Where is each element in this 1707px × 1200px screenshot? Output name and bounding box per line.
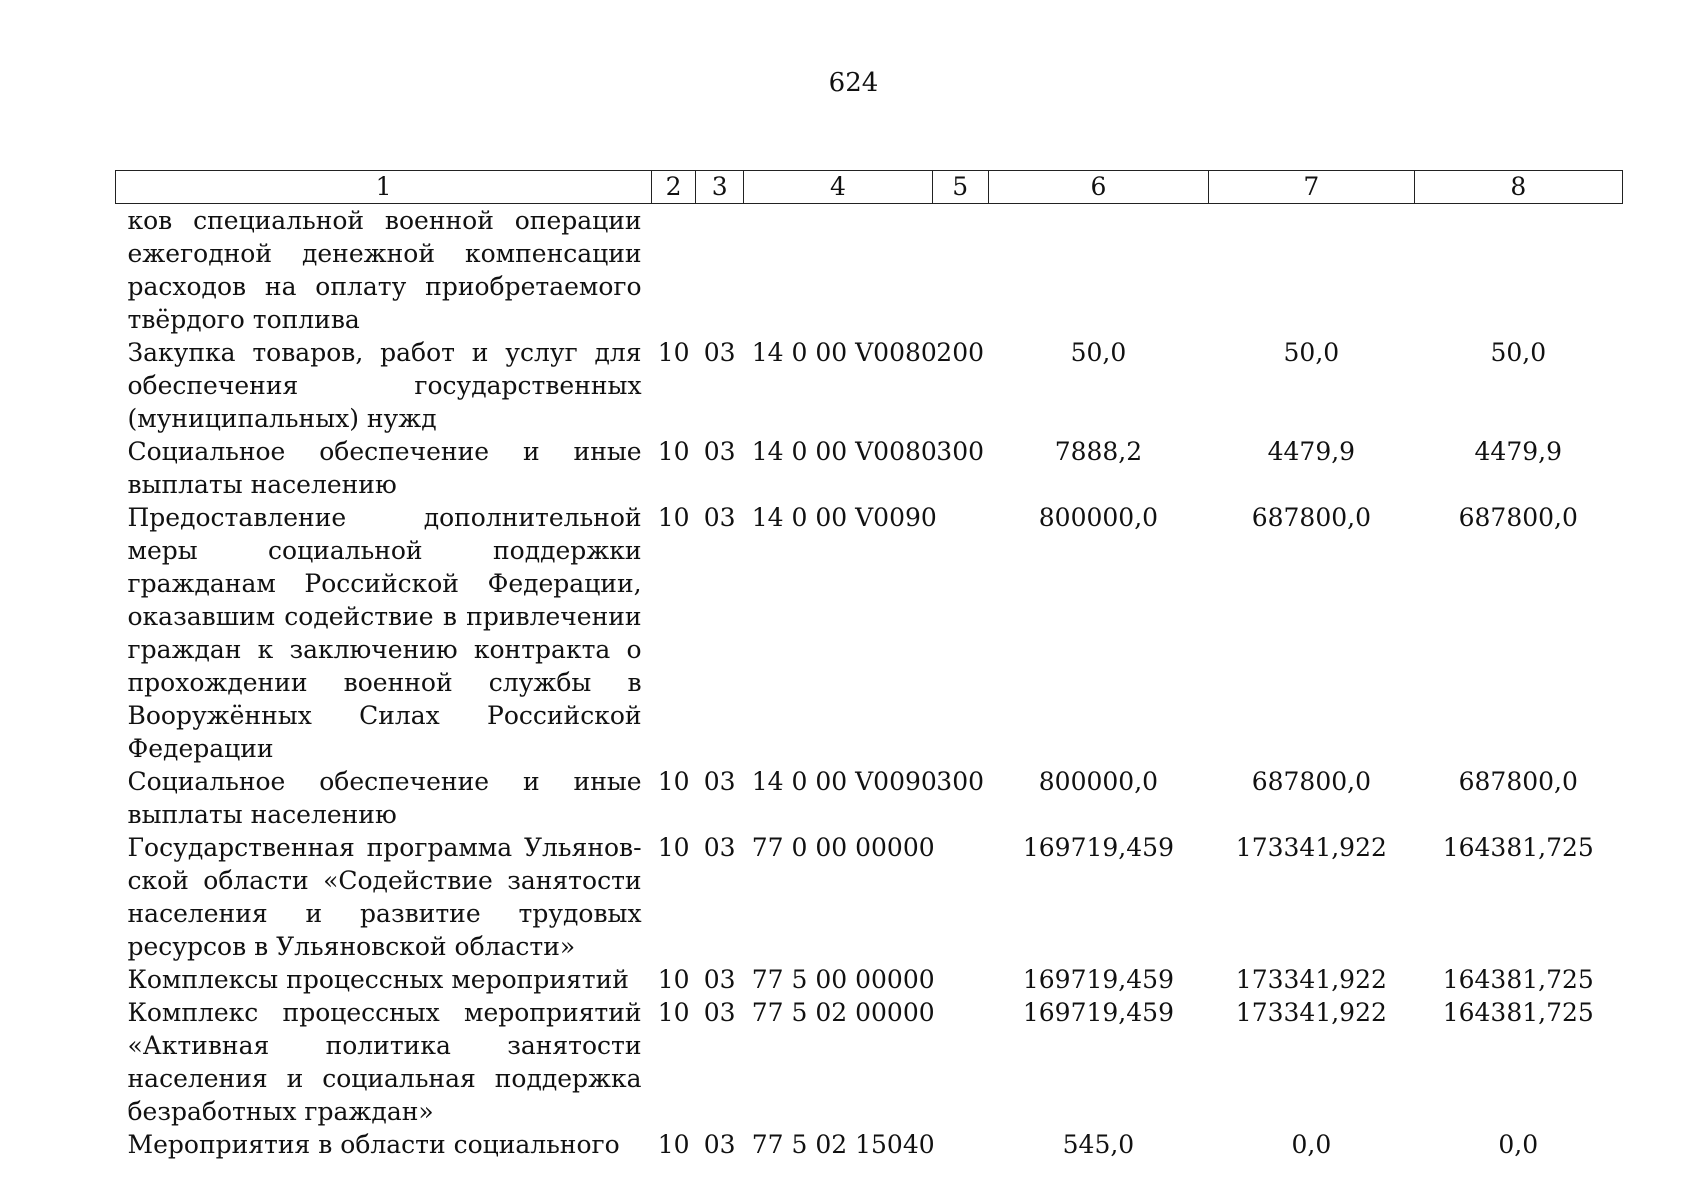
table-row: [116, 204, 1623, 337]
expense-type-code: 300: [936, 767, 985, 796]
section-code: 10: [657, 437, 690, 466]
table-row: [116, 831, 1623, 963]
column-header-1: 1: [116, 171, 652, 204]
amount-col-8: 50,0: [1490, 338, 1547, 367]
amount-col-7: 687800,0: [1251, 503, 1371, 532]
row-name: Комплекс процессных мероприятий «Активная политика занятости населения и социальная поддержка безработных граждан»: [127, 998, 642, 1126]
row-name: Социальное обеспечение и иные выплаты населению: [127, 767, 642, 829]
table-row: [116, 435, 1623, 501]
target-article-code: 77 5 00 00000: [751, 965, 935, 994]
subsection-code: 03: [703, 833, 736, 862]
amount-col-8: 687800,0: [1458, 767, 1578, 796]
section-code: 10: [657, 767, 690, 796]
row-name: Мероприятия в области социального: [127, 1130, 620, 1159]
amount-col-8: 164381,725: [1442, 965, 1594, 994]
expense-type-code: 200: [936, 338, 985, 367]
subsection-code: 03: [703, 503, 736, 532]
row-name: Социальное обеспечение и иные выплаты населению: [127, 437, 642, 499]
amount-col-6: [988, 204, 1208, 337]
table-row: [116, 765, 1623, 831]
column-header-5: 5: [932, 171, 988, 204]
expense-type-code: [932, 501, 988, 765]
expense-type-code: 300: [936, 437, 985, 466]
section-code: 10: [657, 503, 690, 532]
row-name: ков специальной военной операции ежегодной денежной компенсации расходов на оплату приобретаемого твёрдого топлива: [127, 206, 642, 334]
table-row: [116, 963, 1623, 996]
section-code: [652, 204, 696, 337]
amount-col-6: 7888,2: [1054, 437, 1143, 466]
section-code: 10: [657, 965, 690, 994]
target-article-code: 14 0 00 V0080: [751, 437, 937, 466]
section-code: 10: [657, 1130, 690, 1159]
page-number: 624: [828, 68, 879, 98]
amount-col-6: 800000,0: [1038, 767, 1159, 796]
amount-col-8: 687800,0: [1458, 503, 1578, 532]
row-name: Комплексы процессных мероприятий: [127, 965, 629, 994]
amount-col-7: 50,0: [1283, 338, 1340, 367]
amount-col-6: 50,0: [1070, 338, 1127, 367]
table-header-row: [116, 171, 1623, 204]
subsection-code: [696, 204, 744, 337]
amount-col-7: 687800,0: [1251, 767, 1371, 796]
subsection-code: 03: [703, 998, 736, 1027]
expense-type-code: [932, 204, 988, 337]
amount-col-7: 4479,9: [1267, 437, 1356, 466]
column-header-4: 4: [744, 171, 932, 204]
table-row: [116, 501, 1623, 765]
amount-col-7: 0,0: [1291, 1130, 1332, 1159]
expense-type-code: [932, 1128, 988, 1161]
amount-col-8: 164381,725: [1442, 833, 1594, 862]
subsection-code: 03: [703, 1130, 736, 1159]
subsection-code: 03: [703, 437, 736, 466]
section-code: 10: [657, 833, 690, 862]
budget-table: [115, 170, 1623, 1161]
target-article-code: 77 5 02 00000: [751, 998, 935, 1027]
column-header-3: 3: [696, 171, 744, 204]
table-row: [116, 1128, 1623, 1161]
column-header-8: 8: [1414, 171, 1622, 204]
amount-col-8: 4479,9: [1474, 437, 1563, 466]
subsection-code: 03: [703, 767, 736, 796]
amount-col-8: [1414, 204, 1622, 337]
section-code: 10: [657, 998, 690, 1027]
expense-type-code: [932, 831, 988, 963]
column-header-2: 2: [652, 171, 696, 204]
subsection-code: 03: [703, 338, 736, 367]
row-name: Государственная программа Ульяновской области «Содействие занятости населения и развитие трудовых ресурсов в Ульяновской области»: [127, 833, 642, 961]
amount-col-6: 169719,459: [1022, 965, 1174, 994]
column-header-6: 6: [988, 171, 1208, 204]
target-article-code: 77 5 02 15040: [751, 1130, 935, 1159]
amount-col-7: 173341,922: [1235, 833, 1387, 862]
amount-col-6: 545,0: [1062, 1130, 1135, 1159]
column-header-7: 7: [1209, 171, 1414, 204]
amount-col-6: 169719,459: [1022, 833, 1174, 862]
row-name: Закупка товаров, работ и услуг для обеспечения государственных (муниципальных) нужд: [127, 338, 642, 433]
expense-type-code: [932, 996, 988, 1128]
table-row: [116, 336, 1623, 435]
section-code: 10: [657, 338, 690, 367]
target-article-code: 14 0 00 V0090: [751, 503, 937, 532]
subsection-code: 03: [703, 965, 736, 994]
amount-col-6: 800000,0: [1038, 503, 1159, 532]
amount-col-7: 173341,922: [1235, 998, 1387, 1027]
target-article-code: 14 0 00 V0090: [751, 767, 937, 796]
table-row: [116, 996, 1623, 1128]
target-article-code: [744, 204, 932, 337]
amount-col-8: 164381,725: [1442, 998, 1594, 1027]
target-article-code: 77 0 00 00000: [751, 833, 935, 862]
amount-col-8: 0,0: [1498, 1130, 1539, 1159]
amount-col-7: [1209, 204, 1414, 337]
row-name: Предоставление дополнительной меры социальной поддержки гражданам Российской Федерации, оказавшим содействие в привлечении граждан к заключению контракта о прохождении военной службы в Вооружённых Силах Российской Федерации: [127, 503, 642, 763]
expense-type-code: [932, 963, 988, 996]
amount-col-7: 173341,922: [1235, 965, 1387, 994]
target-article-code: 14 0 00 V0080: [751, 338, 937, 367]
amount-col-6: 169719,459: [1022, 998, 1174, 1027]
